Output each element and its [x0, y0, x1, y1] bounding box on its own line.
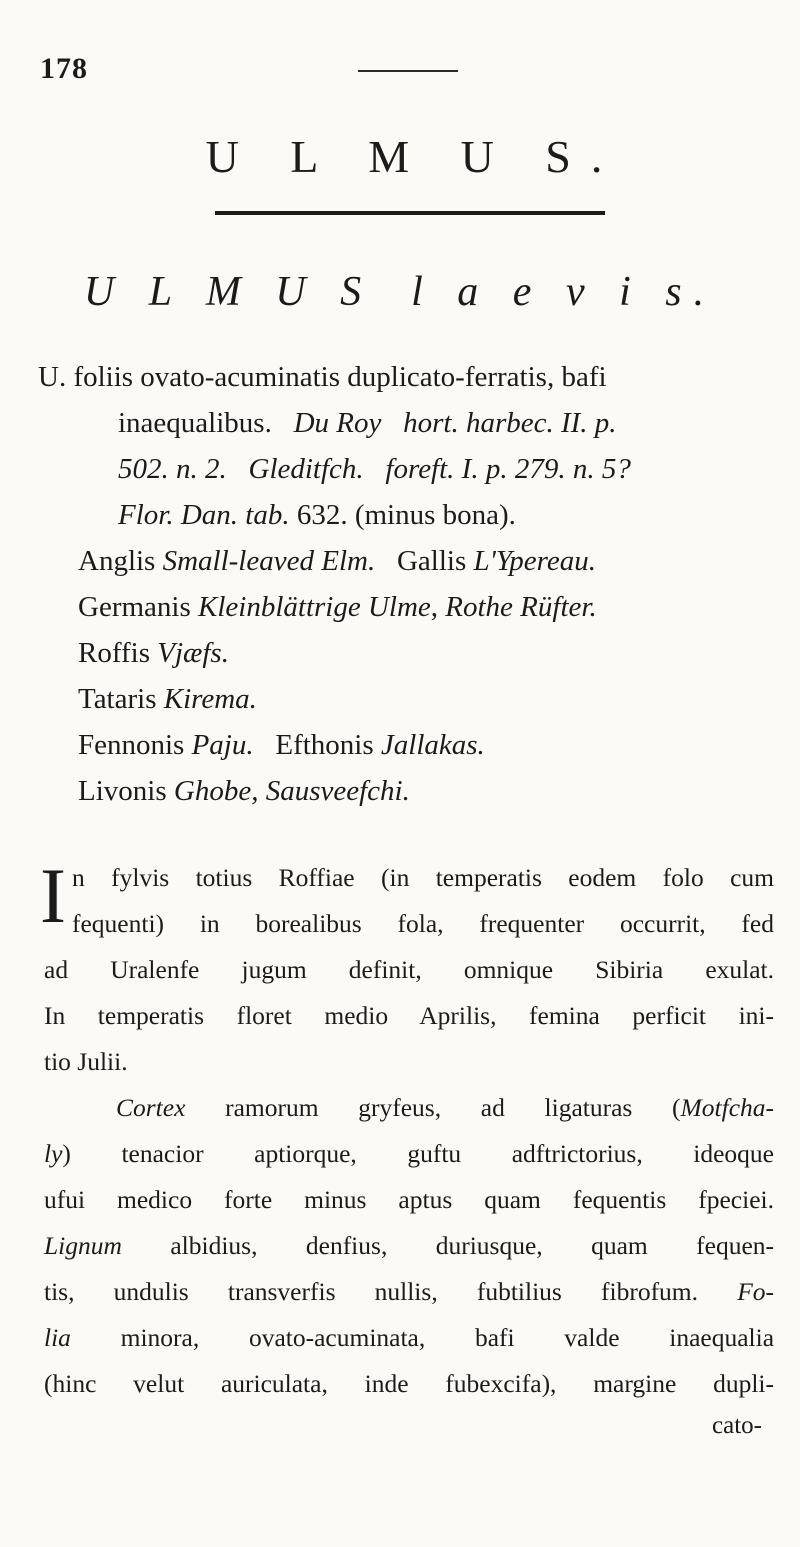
vernacular-name: Kirema. [163, 683, 257, 715]
citation-work: foreft. I. p. 279. n. 5? [385, 453, 631, 485]
language-label: Germanis [78, 591, 191, 623]
paragraph-line: ufui medico forte minus aptus quam fequentis fpeciei. [44, 1185, 774, 1214]
paragraph-line: (hinc velut auriculata, inde fubexcifa), margine dupli- [44, 1369, 774, 1398]
genus-title: U L M U S. [205, 131, 623, 182]
paragraph-line: In temperatis floret medio Aprilis, femina perficit ini- [44, 1001, 774, 1030]
vernacular-german: Germanis Kleinblättrige Ulme, Rothe Rüfter. [78, 591, 597, 623]
paragraph-text: minora, ovato-acuminata, bafi valde inaequalia [120, 1323, 775, 1352]
header-rule [358, 70, 458, 72]
language-label: Tataris [78, 683, 157, 715]
vernacular-name: L'Ypereau. [473, 545, 596, 577]
language-label: Anglis [78, 545, 156, 577]
term-folia: lia [44, 1323, 71, 1352]
term-folia: Fo- [737, 1277, 775, 1306]
vernacular-name: Vjæfs. [157, 637, 229, 669]
drop-cap: I [40, 852, 66, 939]
paragraph-text: ramorum gryfeus, ad ligaturas ( [225, 1093, 681, 1122]
paragraph-line: ad Uralenfe jugum definit, omnique Sibiria exulat. [44, 955, 774, 984]
paragraph-line [44, 1085, 774, 1131]
description-line [38, 492, 778, 538]
vernacular-name: Rothe Rüfter. [445, 591, 597, 623]
language-label: Livonis [78, 775, 167, 807]
description-line [38, 446, 778, 492]
vernacular-name: Small-leaved Elm. [162, 545, 376, 577]
paragraph-line [44, 1269, 774, 1315]
description-text: 632. (minus bona). [296, 499, 516, 531]
description-line [38, 400, 778, 446]
vernacular-name: Ghobe, Sausveefchi. [173, 775, 410, 807]
species-title [0, 268, 800, 316]
species-epithet: l a e v i s. [411, 269, 717, 315]
language-label: Gallis [396, 545, 467, 577]
vernacular-livonian [38, 768, 778, 814]
page-number: 178 [40, 52, 88, 85]
description-line: U. foliis ovato-acuminatis duplicato-ferratis, bafi [38, 361, 607, 393]
paragraph-habitat [40, 852, 774, 1085]
paragraph-description [44, 1085, 774, 1407]
term-cortex: Cortex [116, 1093, 186, 1122]
paragraph-line: fequenti) in borealibus fola, frequenter occurrit, fed [71, 909, 774, 938]
vernacular-tatar [38, 676, 778, 722]
title-rule [215, 211, 605, 215]
species-genus: U L M U S [83, 269, 374, 315]
language-label: Fennonis [78, 729, 185, 761]
vernacular-finnish-estonian [38, 722, 778, 768]
vernacular-name: Paju. [191, 729, 254, 761]
species-description [38, 354, 778, 814]
term-lignum: Lignum [44, 1231, 122, 1260]
paragraph-text: tis, undulis transverfis nullis, fubtilius fibrofum. [44, 1277, 699, 1306]
paragraph-text: albidius, denfius, duriusque, quam fequen- [170, 1231, 774, 1260]
paragraph-line [44, 1131, 774, 1177]
citation-author: Gleditfch. [248, 453, 364, 485]
vernacular-english-french [38, 538, 778, 584]
paragraph-text: ) tenacior aptiorque, guftu adftrictorius, ideoque [62, 1139, 774, 1168]
description-text: inaequalibus. [118, 407, 272, 439]
language-label: Roffis [78, 637, 150, 669]
citation-work: hort. harbec. II. p. [403, 407, 617, 439]
paragraph-line: tio Julii. [44, 1047, 128, 1076]
citation-work: Flor. Dan. tab. [118, 499, 290, 531]
paragraph-line [44, 1223, 774, 1269]
term-russian: ly [44, 1139, 63, 1168]
vernacular-russian [38, 630, 778, 676]
language-label: Efthonis [275, 729, 374, 761]
catchword: cato- [712, 1412, 762, 1439]
vernacular-name: Kleinblättrige Ulme [198, 591, 431, 623]
paragraph-line: n fylvis totius Roffiae (in temperatis eodem folo cum [71, 863, 774, 892]
citation-number: 502. n. 2. [118, 453, 227, 485]
term-russian: Motfcha- [680, 1093, 775, 1122]
paragraph-line [44, 1315, 774, 1361]
citation-author: Du Roy [293, 407, 382, 439]
vernacular-name: Jallakas. [380, 729, 485, 761]
